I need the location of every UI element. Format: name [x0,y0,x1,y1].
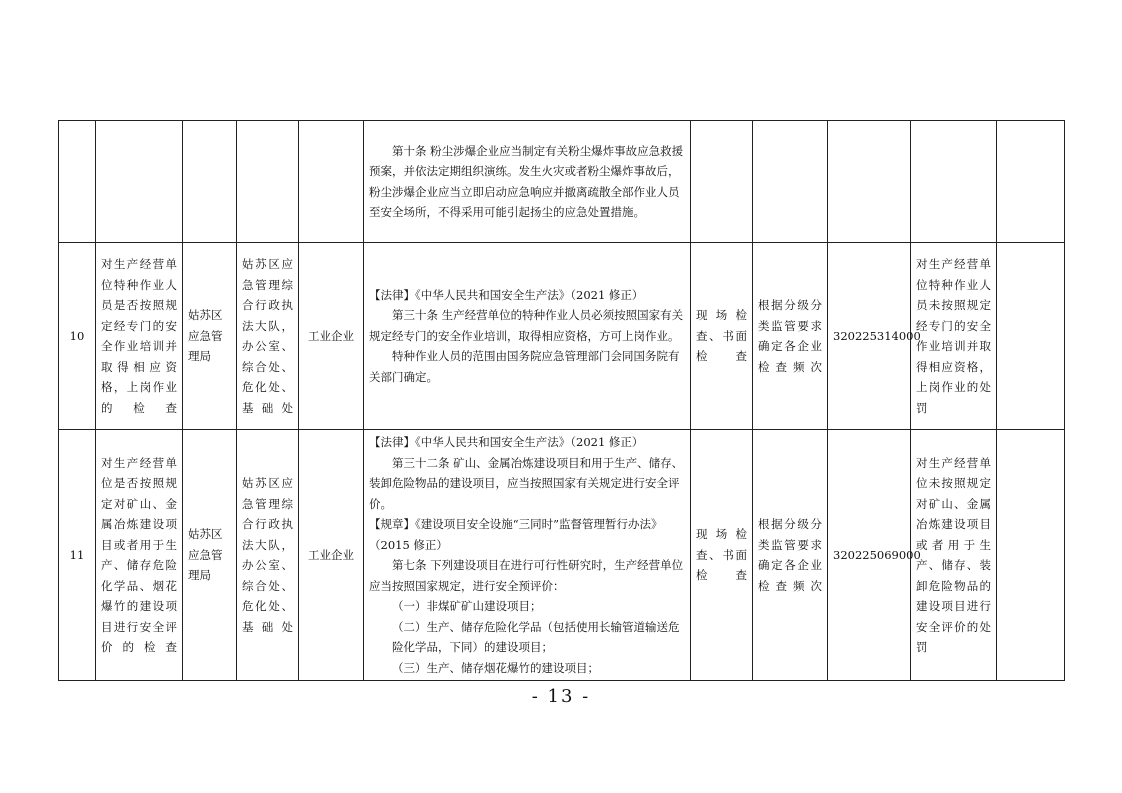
law-list-item: （一）非煤矿矿山建设项目； [392,599,542,613]
department: 姑苏区应急管理局 [183,430,237,681]
row-number: 10 [59,243,96,430]
inspection-frequency [753,121,828,243]
inspection-method: 现场检查、书面检查 [691,243,753,430]
law-heading: 【法律】《中华人民共和国安全生产法》（2021 修正） [369,287,644,302]
legal-basis [364,121,691,243]
inspection-item [96,121,183,243]
item-code [828,121,911,243]
penalty-item: 对生产经营单位特种作业人员未按照规定经专门的安全作业培训并取得相应资格，上岗作业的处罚 [911,243,997,430]
inspection-method: 现场检查、书面检查 [691,430,753,681]
penalty-item: 对生产经营单位未按照规定对矿山、金属冶炼建设项目或者用于生产、储存、装卸危险物品的建设项目进行安全评价的处罚 [911,430,997,681]
implementing-unit: 姑苏区应急管理综合行政执法大队，办公室、综合处、危化处、基础处 [237,243,299,430]
penalty-item [911,121,997,243]
legal-basis [364,430,691,681]
table-row [59,430,1065,681]
inspection-target [299,121,364,243]
page-number: - 13 - [531,686,591,707]
law-paragraph: 第七条 下列建设项目在进行可行性研究时，生产经营单位应当按照国家规定，进行安全预评价： [369,558,684,593]
inspection-target: 工业企业 [299,430,364,681]
inspection-item: 对生产经营单位是否按照规定对矿山、金属冶炼建设项目或者用于生产、储存危险化学品、烟花爆竹的建设项目进行安全评价的检查 [96,430,183,681]
remarks [997,243,1065,430]
department: 姑苏区应急管理局 [183,243,237,430]
table-row [59,243,1065,430]
table-row [59,121,1065,243]
remarks [997,430,1065,681]
inspection-item: 对生产经营单位特种作业人员是否按照规定经专门的安全作业培训并取得相应资格，上岗作业的检查 [96,243,183,430]
law-list-item: （二）生产、储存危险化学品（包括使用长输管道输送危险化学品，下同）的建设项目； [392,619,680,654]
inspection-target: 工业企业 [299,243,364,430]
law-list-item: （三）生产、储存烟花爆竹的建设项目； [392,660,599,675]
law-paragraph: 第三十条 生产经营单位的特种作业人员必须按照国家有关规定经专门的安全作业培训，取得相应资格，方可上岗作业。 [369,308,684,343]
regulation-heading: 【规章】《建设项目安全设施“三同时”监督管理暂行办法》（2015 修正） [369,517,663,552]
row-number [59,121,96,243]
implementing-unit: 姑苏区应急管理综合行政执法大队，办公室、综合处、危化处、基础处 [237,430,299,681]
remarks [997,121,1065,243]
department [183,121,237,243]
law-heading: 【法律】《中华人民共和国安全生产法》（2021 修正） [369,435,644,449]
implementing-unit [237,121,299,243]
law-paragraph: 特种作业人员的范围由国务院应急管理部门会同国务院有关部门确定。 [369,349,680,384]
law-paragraph: 第十条 粉尘涉爆企业应当制定有关粉尘爆炸事故应急救援预案，并依法定期组织演练。发生火灾或者粉尘爆炸事故后，粉尘涉爆企业应当立即启动应急响应并撤离疏散全部作业人员至安全场所，不得采用可能引起扬尘的应急处置措施。 [369,143,684,219]
row-number: 11 [59,430,96,681]
inspection-frequency: 根据分级分类监管要求确定各企业检查频次 [753,430,828,681]
legal-basis [364,243,691,430]
item-code: 320225069000 [828,430,911,681]
inspection-table [58,120,1065,681]
inspection-frequency: 根据分级分类监管要求确定各企业检查频次 [753,243,828,430]
law-paragraph: 第三十二条 矿山、金属冶炼建设项目和用于生产、储存、装卸危险物品的建设项目，应当按照国家有关规定进行安全评价。 [369,455,684,511]
inspection-method [691,121,753,243]
item-code: 320225314000 [828,243,911,430]
